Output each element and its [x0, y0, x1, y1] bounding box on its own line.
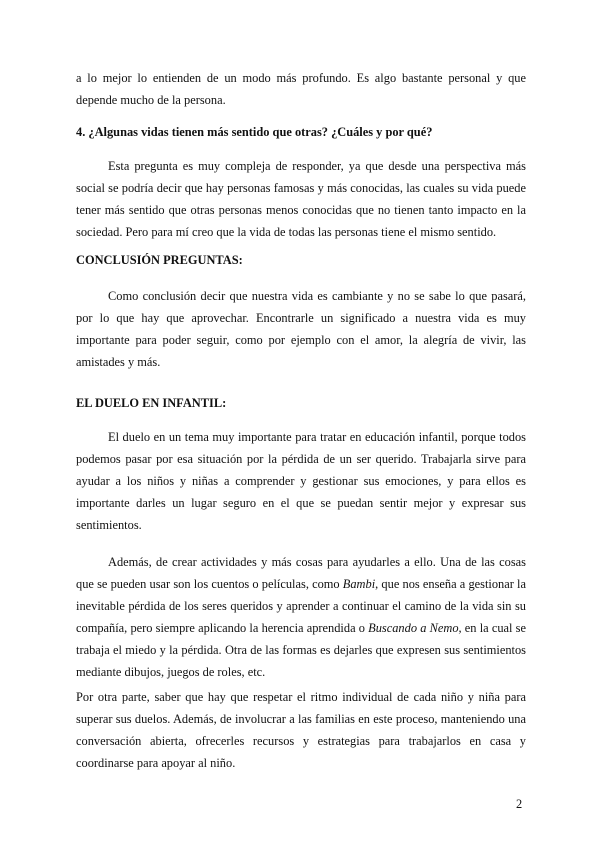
text-segment: , que nos enseña a gestionar la inevitable pérdida de los seres queridos y aprender a continuar el camino de la vida sin su compañía, pero siempre aplicando la herencia aprendida o — [76, 577, 526, 635]
conclusion-heading: CONCLUSIÓN PREGUNTAS: — [76, 253, 243, 267]
paragraph-question-4: Esta pregunta es muy compleja de responder, ya que desde una perspectiva más social se podría decir que hay personas famosas y más conocidas, las cuales su vida puede tener más sentido que otras personas menos conocidas que no tienen tanto impacto en la sociedad. Pero para mí creo que la vida de todas las personas tiene el mismo sentido. — [76, 159, 526, 239]
question-4-heading: 4. ¿Algunas vidas tienen más sentido que otras? ¿Cuáles y por qué? — [76, 125, 433, 139]
duelo-heading: EL DUELO EN INFANTIL: — [76, 396, 227, 410]
title-bambi: Bambi — [342, 577, 376, 591]
text-segment: Además, de crear actividades y más cosas para ayudarles a ello. Una de las cosas que se pueden usar son los cuentos o películas, como — [76, 555, 526, 591]
title-nemo: Buscando a Nemo, — [368, 621, 462, 635]
paragraph-duelo: El duelo en un tema muy importante para tratar en educación infantil, porque todos podemos pasar por esa situación por la pérdida de un ser querido. Trabajarla sirve para ayudar a los niños y niñas a comprender y gestionar sus emociones, y para ellos es importante darles un lugar seguro en el que se puedan sentir mejor y expresar sus sentimientos. — [76, 430, 526, 532]
paragraph-ritmo: Por otra parte, saber que hay que respetar el ritmo individual de cada niño y niña para superar sus duelos. Además, de involucrar a las familias en este proceso, manteniendo una conversación abierta, ofrecerles recursos y estrategias para trabajarlos en casa y coordinarse para apoyar al niño. — [76, 690, 526, 770]
paragraph-continuation: a lo mejor lo entienden de un modo más profundo. Es algo bastante personal y que depende mucho de la persona. — [76, 71, 526, 107]
page-number: 2 — [516, 797, 523, 811]
paragraph-conclusion: Como conclusión decir que nuestra vida es cambiante y no se sabe lo que pasará, por lo que hay que aprovechar. Encontrarle un significado a nuestra vida es muy importante para poder seguir, como por ejemplo con el amor, la alegría de vivir, las amistades y más. — [76, 289, 526, 369]
text-segment: en la cual se trabaja el miedo y la pérdida. Otra de las formas es dejarles que expresen sus sentimientos mediante dibujos, juegos de roles, etc. — [76, 621, 526, 679]
paragraph-actividades — [76, 551, 526, 683]
